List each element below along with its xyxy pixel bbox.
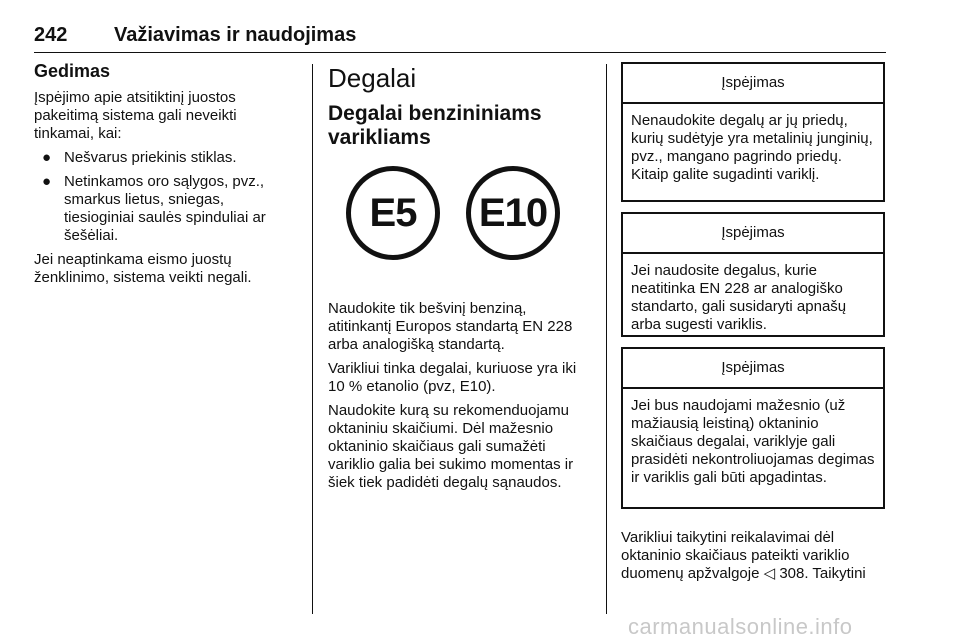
list-item: ● Nešvarus priekinis stiklas.	[42, 149, 237, 166]
gedimas-heading: Gedimas	[34, 61, 111, 81]
e10-label-icon: E10	[466, 166, 560, 260]
running-title: Važiavimas ir naudojimas	[114, 24, 357, 46]
ethanol-paragraph: Varikliui tinka degalai, kuriuose yra iki 10 % etanolio (pvz, E10).	[328, 360, 577, 395]
column-right	[621, 62, 885, 589]
warning-body: Nenaudokite degalų ar jų priedų, kurių sudėtyje yra metalinių junginių, pvz., mangano pagrindo priedų. Kitaip galite sugadinti variklį.	[631, 112, 873, 183]
octane-reference-paragraph: Varikliui taikytini reikalavimai dėl oktaninio skaičiaus pateikti variklio duomenų apžvalgoje ◁ 308. Taikytini	[621, 529, 866, 582]
warning-title: Įspėjimas	[623, 214, 883, 254]
section-subtitle: Degalai benzininiams varikliams	[328, 102, 542, 149]
fuel-labels	[346, 166, 592, 260]
page-number: 242	[34, 24, 68, 46]
warning-title: Įspėjimas	[623, 64, 883, 104]
warning-body: Jei naudosite degalus, kurie neatitinka EN 228 ar analogiško standarto, gali susidaryti apnašų arba sugesti variklis.	[631, 262, 847, 333]
reference-arrow-icon: ◁	[763, 565, 776, 582]
reference-page-link[interactable]: 308. Taikytini	[779, 565, 866, 582]
outro-paragraph: Jei neaptinkama eismo juostų ženklinimo, sistema veikti negali.	[34, 251, 252, 286]
column-divider	[606, 64, 607, 614]
column-middle	[328, 62, 592, 498]
octane-paragraph: Naudokite kurą su rekomenduojamu oktaniniu skaičiumi. Dėl mažesnio oktaninio skaičiaus gali sumažėti variklio galia bei sukimo momentas ir šiek tiek padidėti degalų sąnaudos.	[328, 402, 574, 491]
bullet-icon: ●	[42, 173, 52, 190]
warning-title: Įspėjimas	[623, 349, 883, 389]
warning-body: Jei bus naudojami mažesnio (už mažiausią leistiną) oktaninio skaičiaus degalai, variklyje gali prasidėti nekontroliuojamas degimas ir variklis gali būti apgadintas.	[631, 397, 875, 486]
bullet-icon: ●	[42, 149, 52, 166]
fuel-paragraph: Naudokite tik bešvinį benziną, atitinkantį Europos standartą EN 228 arba analogišką standartą.	[328, 300, 573, 353]
page-header	[34, 22, 886, 53]
column-left	[34, 62, 289, 293]
warning-box	[621, 212, 885, 337]
intro-paragraph: Įspėjimo apie atsitiktinį juostos pakeitimą sistema gali neveikti tinkamai, kai:	[34, 89, 237, 142]
column-divider	[312, 64, 313, 614]
section-title: Degalai	[328, 63, 417, 93]
warning-box	[621, 347, 885, 509]
watermark: carmanualsonline.info	[628, 614, 853, 639]
e5-label-icon: E5	[346, 166, 440, 260]
warning-box	[621, 62, 885, 202]
list-item: ● Netinkamos oro sąlygos, pvz., smarkus lietus, sniegas, tiesioginiai saulės spinduliai ar šešėliai.	[42, 173, 266, 244]
conditions-list	[34, 149, 289, 245]
